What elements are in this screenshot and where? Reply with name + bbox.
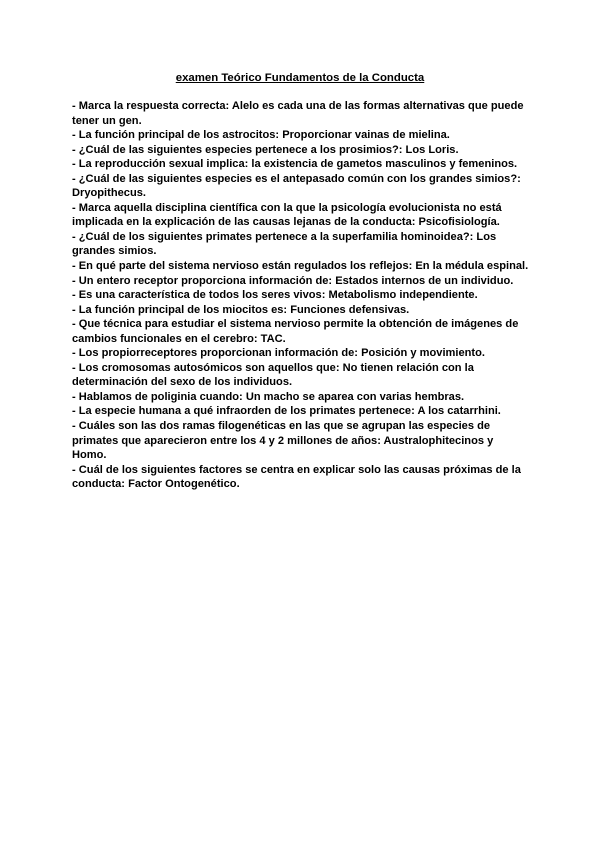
list-item: - ¿Cuál de las siguientes especies pertenece a los prosimios?: Los Loris. <box>72 143 459 156</box>
question-list <box>72 99 530 492</box>
list-item: - La especie humana a qué infraorden de los primates pertenece: A los catarrhini. <box>72 405 501 418</box>
list-item: - Los propiorreceptores proporcionan información de: Posición y movimiento. <box>72 347 485 360</box>
list-item: - Hablamos de poliginia cuando: Un macho se aparea con varias hembras. <box>72 390 465 403</box>
list-item: - En qué parte del sistema nervioso están regulados los reflejos: En la médula espinal. <box>72 260 529 273</box>
list-item: - Cuál de los siguientes factores se centra en explicar solo las causas próximas de la conducta: Factor Ontogenético. <box>72 463 521 491</box>
list-item: - ¿Cuál de las siguientes especies es el antepasado común con los grandes simios?: Dryopithecus. <box>72 172 521 200</box>
list-item: - ¿Cuál de los siguientes primates pertenece a la superfamilia hominoidea?: Los grandes simios. <box>72 230 497 258</box>
list-item: - La reproducción sexual implica: la existencia de gametos masculinos y femeninos. <box>72 158 518 171</box>
list-item: - Marca la respuesta correcta: Alelo es cada una de las formas alternativas que puede tener un gen. <box>72 100 524 127</box>
list-item: - La función principal de los miocitos es: Funciones defensivas. <box>72 303 410 316</box>
list-item: - Cuáles son las dos ramas filogenéticas en las que se agrupan las especies de primates que aparecieron entre los 4 y 2 millones de años: Australophitecinos y Homo. <box>72 420 494 462</box>
list-item: - Es una característica de todos los seres vivos: Metabolismo independiente. <box>72 289 478 302</box>
list-item: - La función principal de los astrocitos: Proporcionar vainas de mielina. <box>72 129 450 142</box>
list-item: - Los cromosomas autosómicos son aquellos que: No tienen relación con la determinación del sexo de los individuos. <box>72 361 474 389</box>
list-item: - Que técnica para estudiar el sistema nervioso permite la obtención de imágenes de cambios funcionales en el cerebro: TAC. <box>72 318 519 345</box>
list-item: - Un entero receptor proporciona información de: Estados internos de un individuo. <box>72 274 514 287</box>
document-title: examen Teórico Fundamentos de la Conducta <box>175 72 425 84</box>
list-item: - Marca aquella disciplina científica con la que la psicología evolucionista no está implicada en la explicación de las causas lejanas de la conducta: Psicofisiología. <box>72 201 502 229</box>
